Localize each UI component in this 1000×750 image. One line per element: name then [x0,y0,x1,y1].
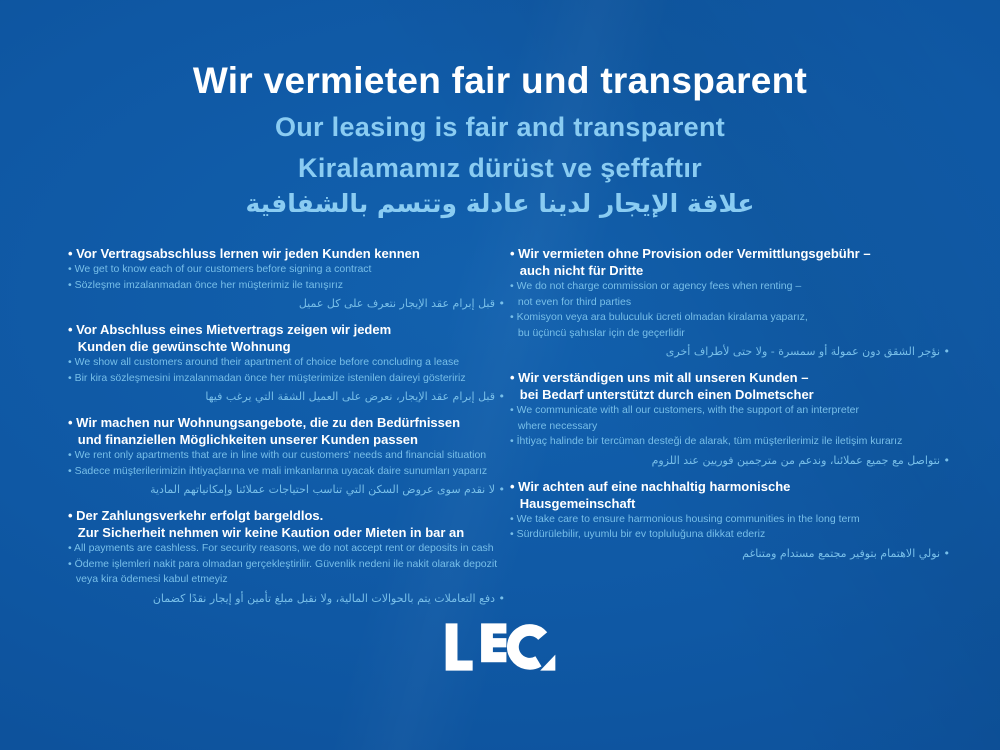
german-line: • Vor Abschluss eines Mietvertrags zeigen wir jedem [68,322,392,337]
english-line: • We show all customers around their apartment of choice before concluding a lease [68,356,460,368]
list-item [510,245,950,360]
german-line: • Der Zahlungsverkehr erfolgt bargeldlos. [68,508,324,523]
arabic-line: • نؤجر الشقق دون عمولة أو سمسرة - ولا حتى لأطراف أخرى [665,345,950,358]
arabic-line: • قبل إبرام عقد الإيجار نتعرف على كل عميل [298,297,505,310]
leg-logo [0,620,1000,679]
column-right [510,245,950,616]
english-line: • All payments are cashless. For security reasons, we do not accept rent or deposits in cash [68,542,494,554]
english-line: • We take care to ensure harmonious housing communities in the long term [510,512,860,525]
arabic-line: • دفع التعاملات يتم بالحوالات المالية، ولا نقبل مبلغ تأمين أو إيجار نقدًا كضمان [152,591,505,605]
list-item [68,245,505,312]
arabic-line: • قبل إبرام عقد الإيجار، نعرض على العميل الشقة التي يرغب فيها [205,390,505,403]
page-title: Wir vermieten fair und transparent [192,60,808,101]
header [0,60,1000,218]
german-line: Zur Sicherheit nehmen wir keine Kaution oder Mieten in bar an [77,525,465,540]
turkish-line: • Sadece müşterilerimizin ihtiyaçlarına ve mali imkanlarına uyacak daire sunumları yaparız [68,464,488,477]
turkish-line: • Sürdürülebilir, uyumlu bir ev topluluğuna dikkat ederiz [510,528,766,540]
german-line: • Wir vermieten ohne Provision oder Vermittlungsgebühr – [510,246,871,261]
content-columns [68,245,950,616]
list-item [510,478,950,562]
list-item [510,369,950,469]
english-line: • We get to know each of our customers before signing a contract [68,263,372,275]
logo-letter-g-tail [540,655,555,671]
english-line: • We communicate with all our customers, with the support of an interpreter [510,404,859,416]
turkish-line: • İhtiyaç halinde bir tercüman desteği de alarak, tüm müşterilerimiz ile iletişim kurarız [510,435,903,447]
english-line: • We do not charge commission or agency fees when renting – [510,280,802,292]
leg-logo-mark [440,620,561,674]
column-left [68,245,505,616]
logo-letter-l [445,623,472,670]
turkish-line: • Bir kira sözleşmesini imzalanmadan önce her müşterimize istenilen daireyi gösteririz [68,371,466,384]
german-line: • Vor Vertragsabschluss lernen wir jeden Kunden kennen [68,246,420,261]
english-line: • We rent only apartments that are in line with our customers' needs and financial situation [68,449,487,461]
logo-letter-g-arc [512,630,542,664]
page-title-turkish: Kiralamamız dürüst ve şeffaftır [298,153,702,183]
list-item [68,321,505,405]
page-title-english: Our leasing is fair and transparent [274,112,726,142]
turkish-line: • Ödeme işlemleri nakit para olmadan gerçekleştirilir. Güvenlik nedeni ile nakit olarak depozit [68,557,498,570]
german-line: • Wir machen nur Wohnungsangebote, die zu den Bedürfnissen [68,415,461,430]
turkish-line: veya kira ödemesi kabul etmeyiz [75,573,228,585]
german-line: auch nicht für Dritte [519,263,644,278]
arabic-line: • نولي الاهتمام بتوفير مجتمع مستدام ومتناغم [742,546,950,560]
german-line: und finanziellen Möglichkeiten unserer Kunden passen [77,432,418,447]
list-item [68,507,505,607]
page-title-arabic: علاقة الإيجار لدينا عادلة وتتسم بالشفافية [245,189,755,218]
english-line: where necessary [517,419,598,432]
turkish-line: bu üçüncü şahıslar için de geçerlidir [517,326,685,339]
german-line: • Wir achten auf eine nachhaltig harmonische [510,478,791,494]
german-line: bei Bedarf unterstützt durch einen Dolmetscher [519,387,814,402]
english-line: not even for third parties [517,295,632,308]
turkish-line: • Komisyon veya ara buluculuk ücreti olmadan kiralama yaparız, [510,311,808,323]
logo-letter-e [481,623,506,662]
german-line: Hausgemeinschaft [519,495,636,511]
arabic-line: • نتواصل مع جميع عملائنا، وندعم من مترجمين فوريين عند اللزوم [651,453,950,467]
german-line: • Wir verständigen uns mit all unseren Kunden – [510,370,809,385]
german-line: Kunden die gewünschte Wohnung [77,339,291,354]
arabic-line: • لا نقدم سوى عروض السكن التي تناسب احتياجات عملائنا وإمكانياتهم المادية [150,483,505,496]
turkish-line: • Sözleşme imzalanmadan önce her müşterimiz ile tanışırız [68,278,344,291]
list-item [68,414,505,498]
